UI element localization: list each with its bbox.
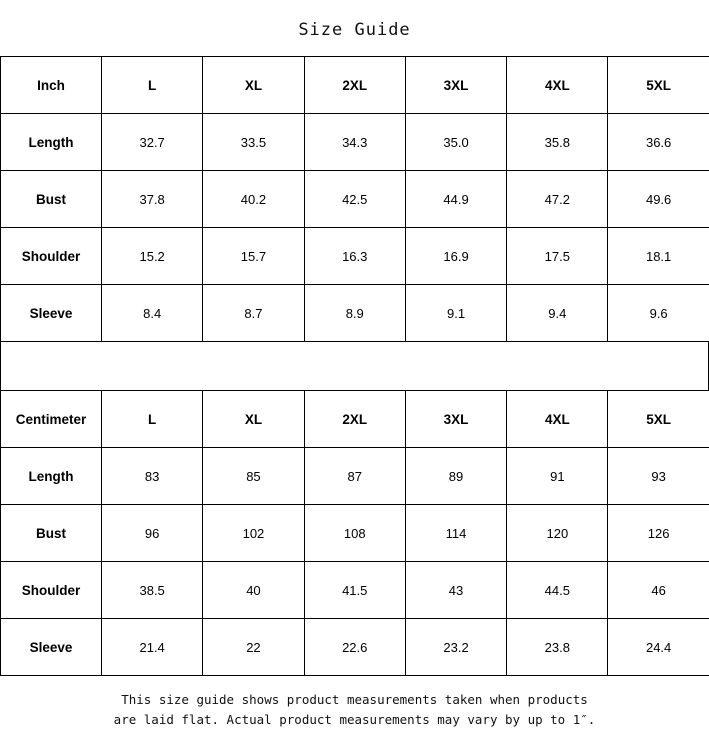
cell-value: 21.4	[102, 619, 203, 676]
unit-label-centimeter: Centimeter	[1, 391, 102, 448]
unit-label-inch: Inch	[1, 57, 102, 114]
cell-value: 93	[608, 448, 709, 505]
cell-value: 9.6	[608, 285, 709, 342]
cell-value: 102	[203, 505, 304, 562]
table-row	[1, 228, 709, 285]
cell-value: 44.5	[507, 562, 608, 619]
cell-value: 16.9	[405, 228, 506, 285]
cell-value: 15.2	[102, 228, 203, 285]
cell-value: 32.7	[102, 114, 203, 171]
size-header-5xl: 5XL	[608, 57, 709, 114]
table-row	[1, 505, 709, 562]
measure-label-bust: Bust	[1, 505, 102, 562]
cell-value: 46	[608, 562, 709, 619]
cell-value: 22	[203, 619, 304, 676]
table-row	[1, 562, 709, 619]
size-header-3xl: 3XL	[405, 57, 506, 114]
measure-label-shoulder: Shoulder	[1, 228, 102, 285]
table-header-row	[1, 57, 709, 114]
cell-value: 37.8	[102, 171, 203, 228]
cell-value: 17.5	[507, 228, 608, 285]
cell-value: 24.4	[608, 619, 709, 676]
cell-value: 8.7	[203, 285, 304, 342]
cell-value: 8.4	[102, 285, 203, 342]
cell-value: 9.1	[405, 285, 506, 342]
cell-value: 114	[405, 505, 506, 562]
table-row	[1, 285, 709, 342]
cell-value: 33.5	[203, 114, 304, 171]
size-guide-note	[0, 676, 709, 730]
cell-value: 49.6	[608, 171, 709, 228]
size-header-xl: XL	[203, 391, 304, 448]
cell-value: 126	[608, 505, 709, 562]
table-row	[1, 448, 709, 505]
cell-value: 23.8	[507, 619, 608, 676]
table-row	[1, 171, 709, 228]
cell-value: 35.0	[405, 114, 506, 171]
cell-value: 91	[507, 448, 608, 505]
size-header-xl: XL	[203, 57, 304, 114]
table-header-row	[1, 391, 709, 448]
size-header-3xl: 3XL	[405, 391, 506, 448]
cell-value: 47.2	[507, 171, 608, 228]
size-header-5xl: 5XL	[608, 391, 709, 448]
size-header-l: L	[102, 391, 203, 448]
cell-value: 8.9	[304, 285, 405, 342]
cell-value: 44.9	[405, 171, 506, 228]
size-table-inch	[0, 56, 709, 342]
table-separator	[0, 342, 709, 390]
cell-value: 18.1	[608, 228, 709, 285]
cell-value: 38.5	[102, 562, 203, 619]
measure-label-length: Length	[1, 448, 102, 505]
cell-value: 42.5	[304, 171, 405, 228]
cell-value: 85	[203, 448, 304, 505]
cell-value: 40	[203, 562, 304, 619]
size-header-4xl: 4XL	[507, 57, 608, 114]
size-header-l: L	[102, 57, 203, 114]
cell-value: 120	[507, 505, 608, 562]
measure-label-sleeve: Sleeve	[1, 285, 102, 342]
cell-value: 96	[102, 505, 203, 562]
cell-value: 36.6	[608, 114, 709, 171]
table-row	[1, 619, 709, 676]
measure-label-bust: Bust	[1, 171, 102, 228]
page-title: Size Guide	[298, 20, 411, 40]
cell-value: 83	[102, 448, 203, 505]
cell-value: 22.6	[304, 619, 405, 676]
note-line-2: are laid flat. Actual product measurements may vary by up to 1″.	[113, 712, 596, 727]
cell-value: 89	[405, 448, 506, 505]
size-header-2xl: 2XL	[304, 391, 405, 448]
measure-label-shoulder: Shoulder	[1, 562, 102, 619]
table-row	[1, 114, 709, 171]
measure-label-sleeve: Sleeve	[1, 619, 102, 676]
size-header-4xl: 4XL	[507, 391, 608, 448]
cell-value: 41.5	[304, 562, 405, 619]
cell-value: 34.3	[304, 114, 405, 171]
cell-value: 15.7	[203, 228, 304, 285]
cell-value: 9.4	[507, 285, 608, 342]
size-header-2xl: 2XL	[304, 57, 405, 114]
cell-value: 43	[405, 562, 506, 619]
size-table-centimeter	[0, 390, 709, 676]
cell-value: 35.8	[507, 114, 608, 171]
cell-value: 108	[304, 505, 405, 562]
cell-value: 16.3	[304, 228, 405, 285]
cell-value: 87	[304, 448, 405, 505]
note-line-1: This size guide shows product measurements taken when products	[121, 692, 588, 707]
measure-label-length: Length	[1, 114, 102, 171]
cell-value: 23.2	[405, 619, 506, 676]
cell-value: 40.2	[203, 171, 304, 228]
